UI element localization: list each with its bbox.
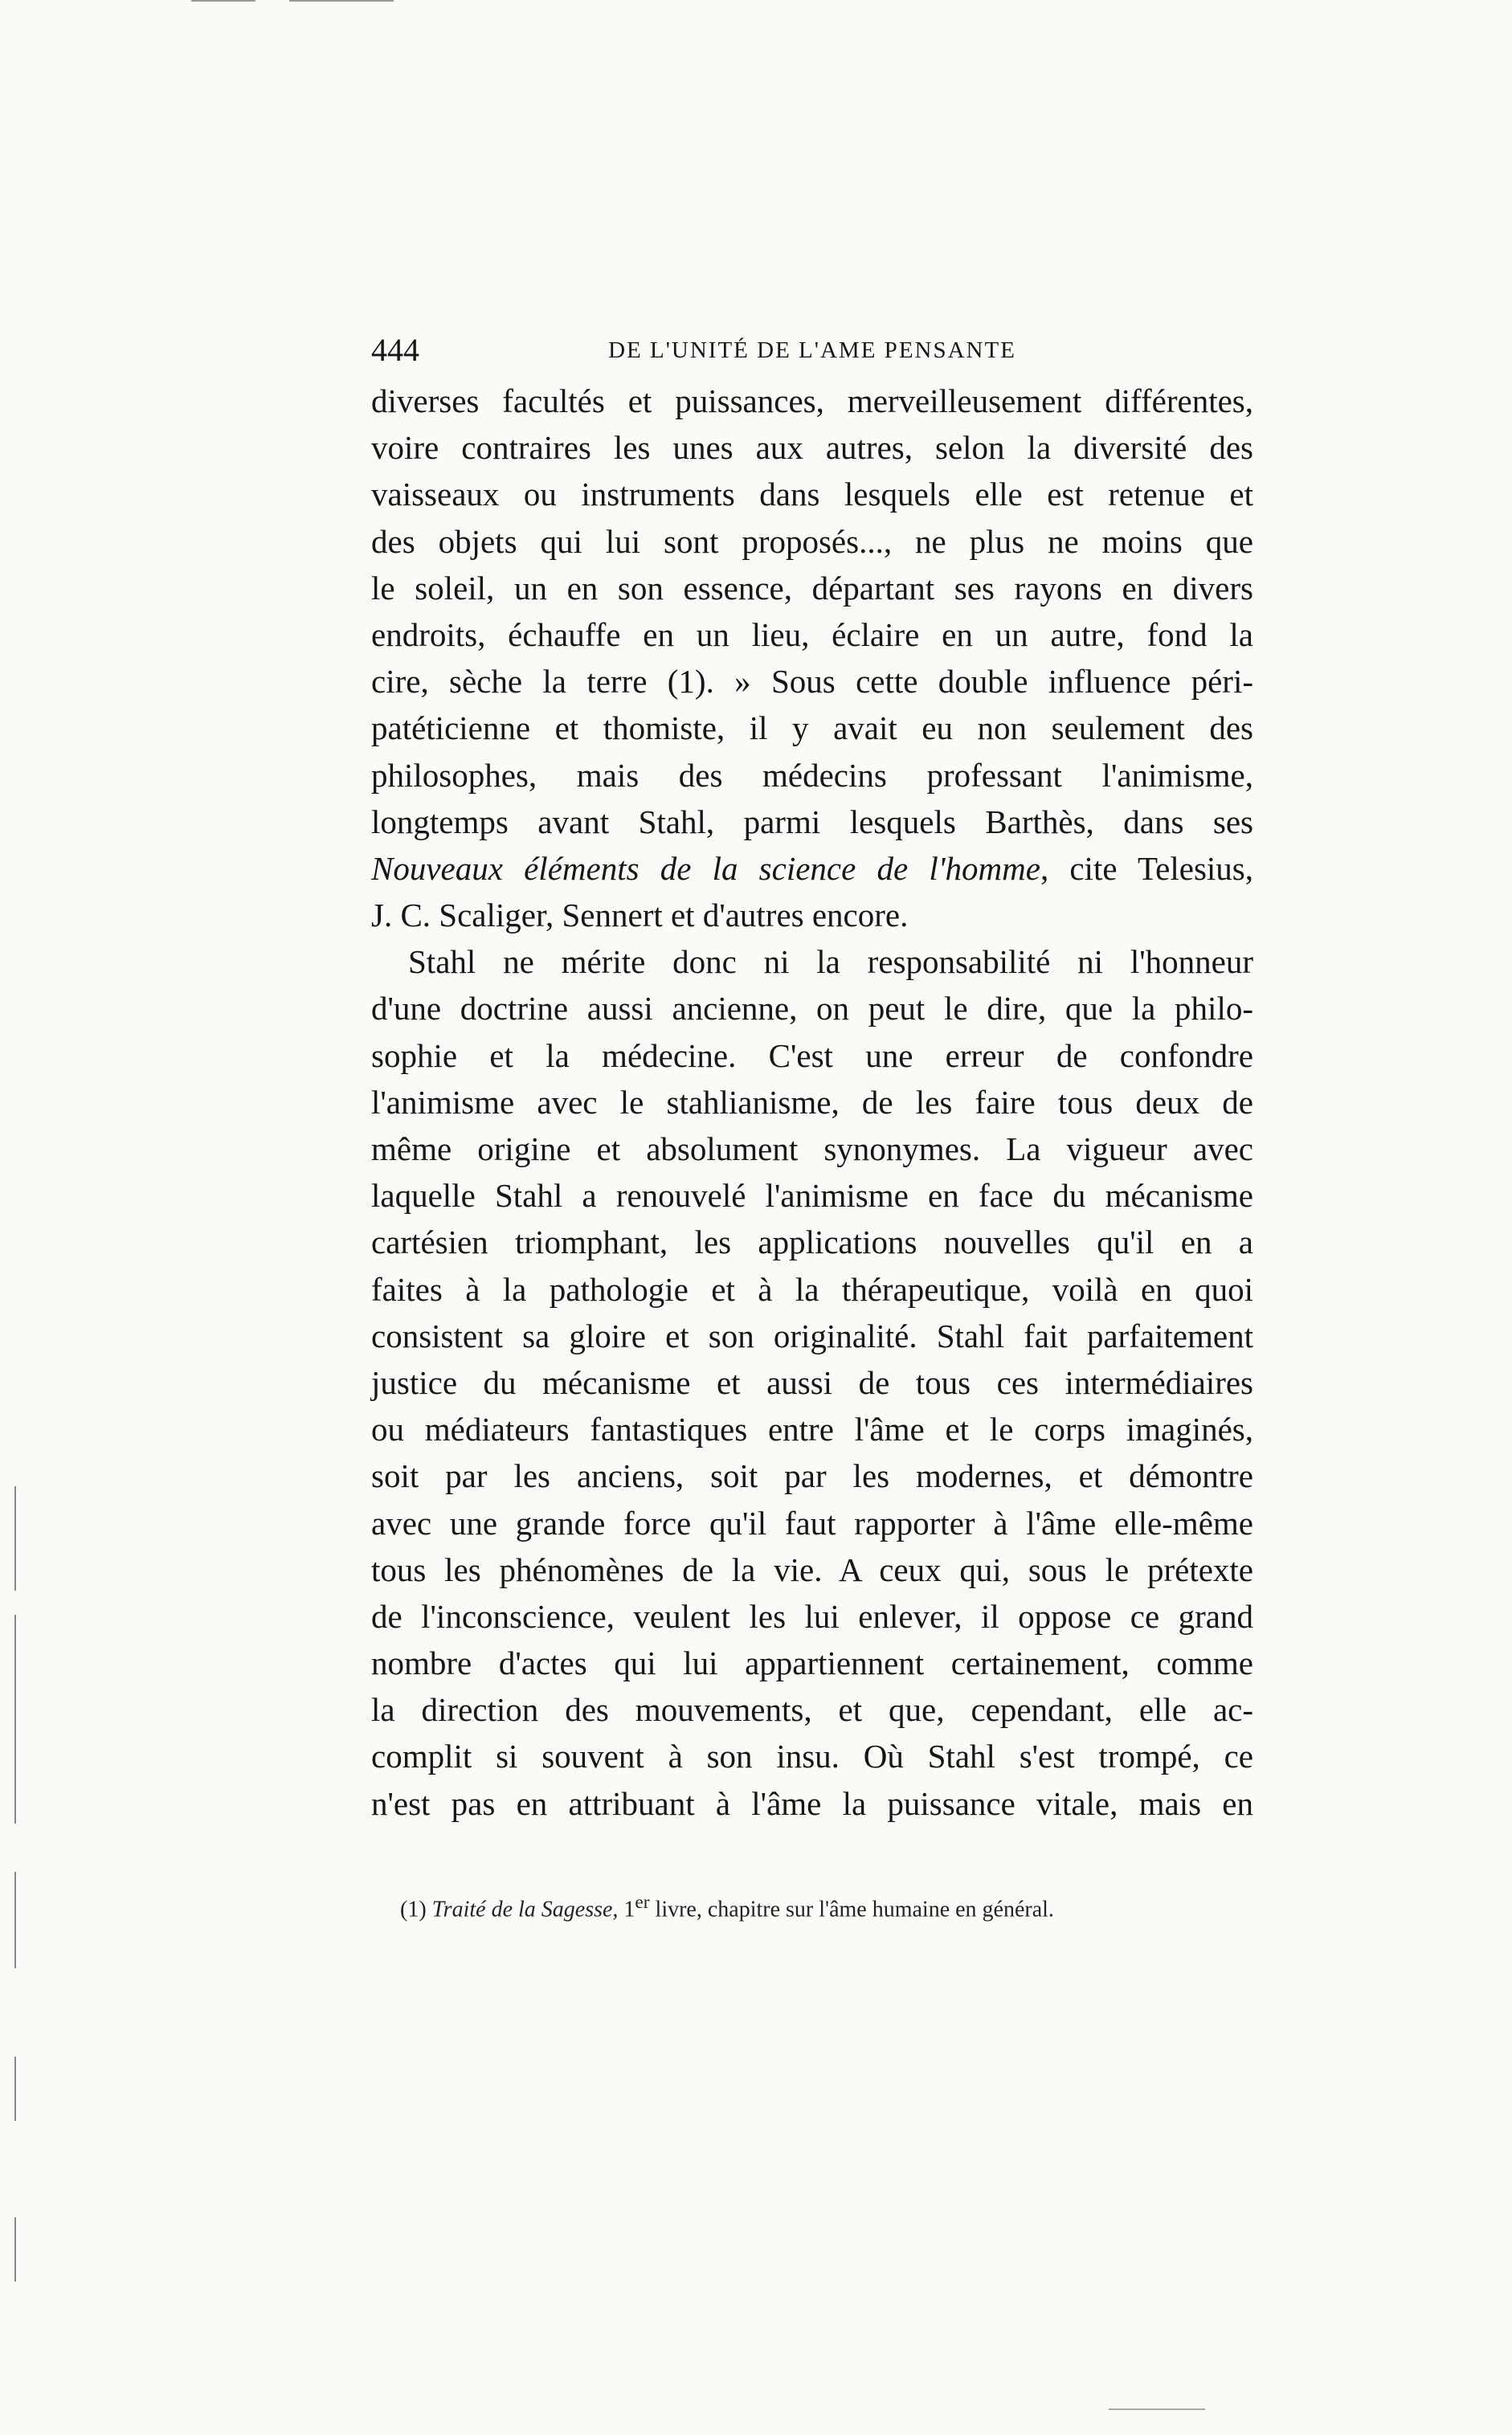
- text-line: tous les phénomènes de la vie. A ceux qui, sous le prétexte: [371, 1550, 1253, 1588]
- scan-margin-line: [14, 2217, 16, 2282]
- text-line: philosophes, mais des médecins professant l'animisme,: [371, 756, 1253, 794]
- text-fragment: , cite Telesius,: [1040, 849, 1253, 887]
- text-line: même origine et absolument synonymes. La vigueur avec: [371, 1130, 1253, 1167]
- text-line: endroits, échauffe en un lieu, éclaire en un autre, fond la: [371, 615, 1253, 653]
- text-line: vaisseaux ou instruments dans lesquels elle est retenue et: [371, 476, 1253, 513]
- text-line: cartésien triomphant, les applications nouvelles qu'il en a: [371, 1224, 1253, 1261]
- text-line: faites à la pathologie et à la thérapeutique, voilà en quoi: [371, 1270, 1253, 1308]
- text-line: laquelle Stahl a renouvelé l'animisme en face du mécanisme: [371, 1177, 1253, 1215]
- running-title: DE L'UNITÉ DE L'AME PENSANTE: [608, 337, 1016, 363]
- text-line: soit par les anciens, soit par les modernes, et démontre: [371, 1457, 1253, 1495]
- text-line: n'est pas en attribuant à l'âme la puissance vitale, mais en: [371, 1784, 1253, 1822]
- scan-edge-mark: [1109, 2408, 1205, 2410]
- page-number: 444: [371, 332, 419, 368]
- footnote: [400, 1886, 1253, 1926]
- text-line: cire, sèche la terre (1). » Sous cette double influence péri-: [371, 663, 1253, 701]
- footnote-marker: (1): [400, 1897, 427, 1922]
- footnote-text: livre, chapitre sur l'âme humaine en général.: [655, 1897, 1054, 1922]
- text-line: voire contraires les unes aux autres, selon la diversité des: [371, 429, 1253, 467]
- running-header: [371, 331, 1253, 370]
- text-line-with-title: [371, 845, 1253, 892]
- text-line: longtemps avant Stahl, parmi lesquels Barthès, dans ses: [371, 803, 1253, 840]
- scan-margin-line: [14, 1615, 16, 1824]
- text-line: diverses facultés et puissances, merveilleusement différentes,: [371, 382, 1253, 419]
- text-line: sophie et la médecine. C'est une erreur de confondre: [371, 1036, 1253, 1074]
- text-line: des objets qui lui sont proposés..., ne plus ne moins que: [371, 522, 1253, 560]
- paragraph-start-line: Stahl ne mérite donc ni la responsabilité ni l'honneur: [408, 943, 1253, 981]
- footnote-ordinal: 1: [623, 1897, 635, 1922]
- text-line: la direction des mouvements, et que, cependant, elle ac-: [371, 1691, 1253, 1729]
- text-line: justice du mécanisme et aussi de tous ces intermédiaires: [371, 1363, 1253, 1401]
- scan-edge-mark: [191, 0, 255, 2]
- text-line: consistent sa gloire et son originalité. Stahl fait parfaitement: [371, 1317, 1253, 1354]
- book-title: Nouveaux éléments de la science de l'homme: [371, 849, 1040, 887]
- scan-margin-line: [14, 2057, 16, 2121]
- text-line: patéticienne et thomiste, il y avait eu non seulement des: [371, 709, 1253, 747]
- text-line: l'animisme avec le stahlianisme, de les faire tous deux de: [371, 1083, 1253, 1121]
- footnote-ordinal-suffix: er: [635, 1892, 650, 1913]
- text-line: le soleil, un en son essence, départant ses rayons en divers: [371, 569, 1253, 607]
- text-line: ou médiateurs fantastiques entre l'âme et le corps imaginés,: [371, 1411, 1253, 1448]
- text-line: nombre d'actes qui lui appartiennent certainement, comme: [371, 1644, 1253, 1682]
- main-text: [371, 378, 1253, 1827]
- text-line: complit si souvent à son insu. Où Stahl s'est trompé, ce: [371, 1738, 1253, 1775]
- text-line: de l'inconscience, veulent les lui enlever, il oppose ce grand: [371, 1597, 1253, 1635]
- text-line: avec une grande force qu'il faut rapporter à l'âme elle-même: [371, 1504, 1253, 1542]
- scan-margin-line: [14, 1486, 16, 1591]
- scan-margin-line: [14, 1872, 16, 1968]
- scan-edge-mark: [289, 0, 394, 2]
- footnote-book-title: Traité de la Sagesse,: [431, 1897, 619, 1922]
- text-line: d'une doctrine aussi ancienne, on peut le dire, que la philo-: [371, 990, 1253, 1028]
- paragraph-end-line: J. C. Scaliger, Sennert et d'autres encore.: [371, 897, 909, 934]
